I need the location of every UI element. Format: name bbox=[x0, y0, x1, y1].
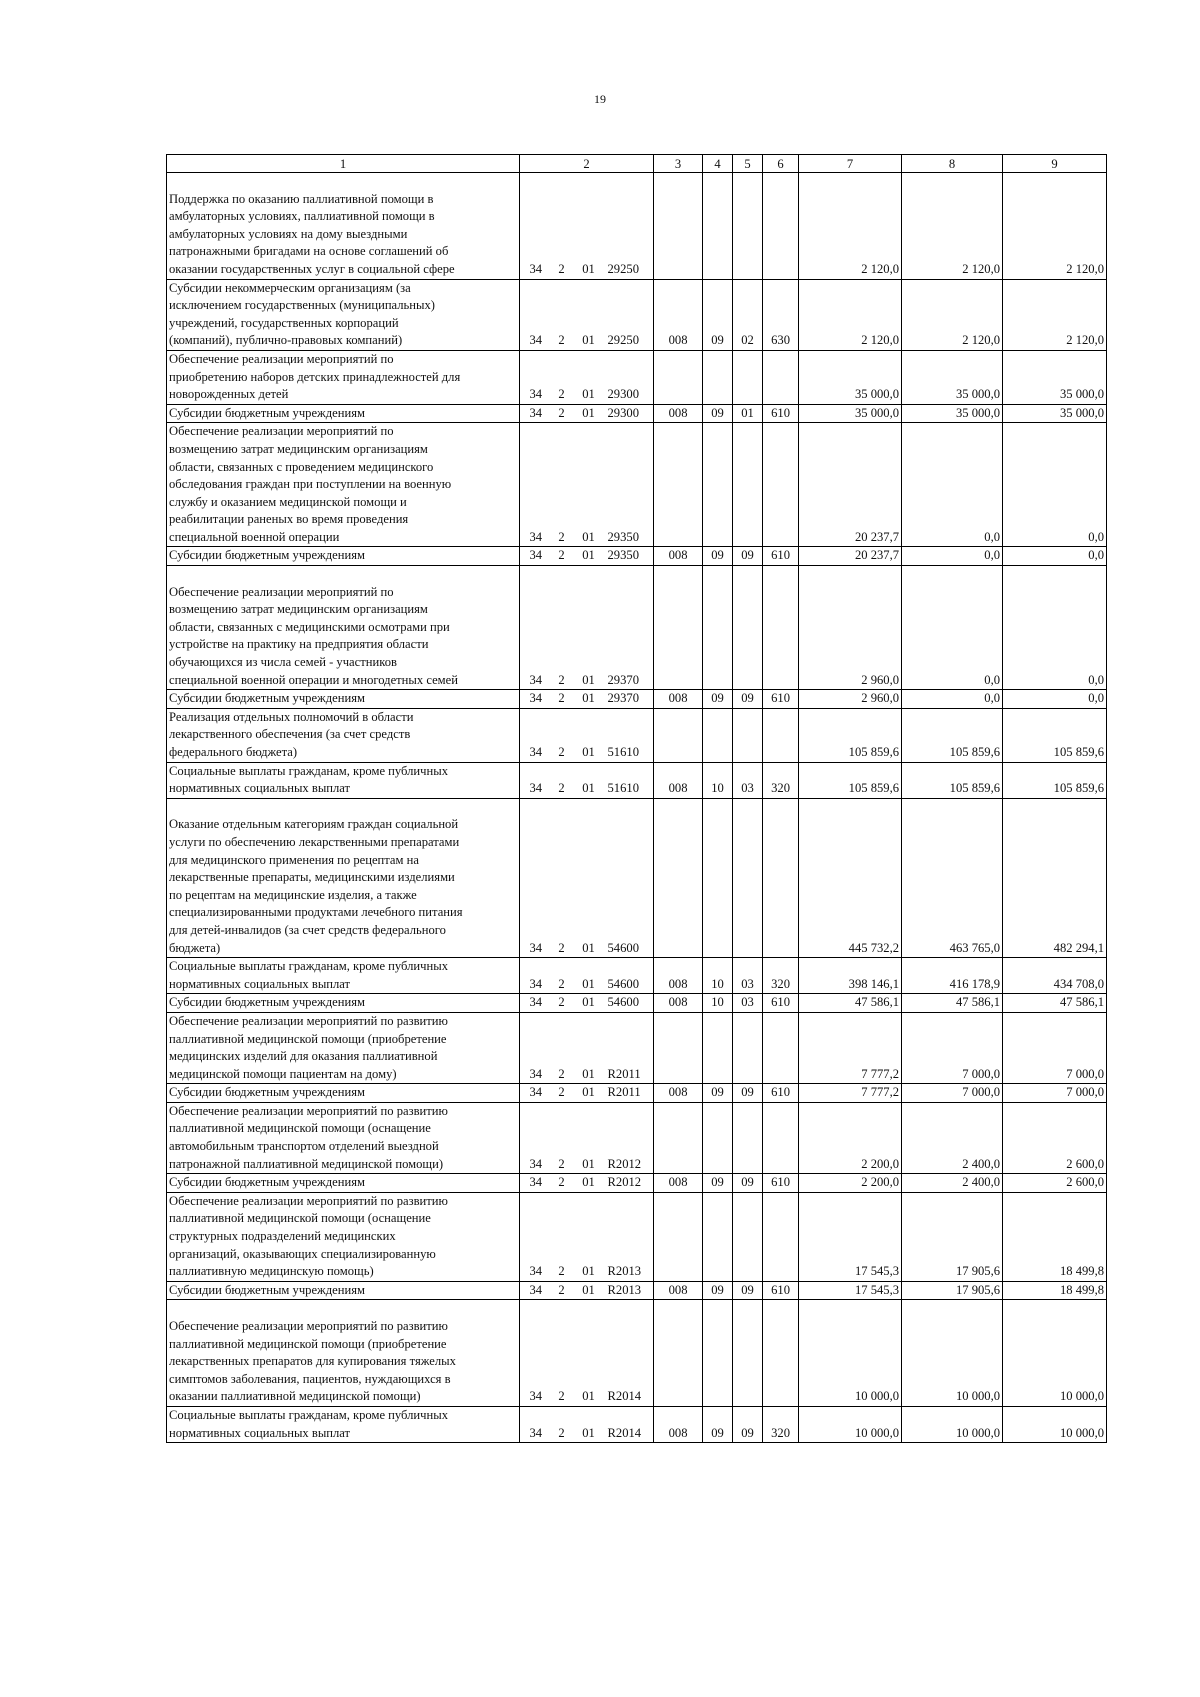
code-part-4: 51610 bbox=[606, 708, 654, 762]
col6-cell bbox=[763, 173, 799, 280]
col7-amount: 17 545,3 bbox=[799, 1192, 902, 1281]
col5-cell bbox=[733, 1300, 763, 1407]
code-part-2: 2 bbox=[552, 1300, 572, 1407]
code-part-1: 34 bbox=[520, 1192, 552, 1281]
col8-amount: 7 000,0 bbox=[902, 1012, 1003, 1083]
header-cell: 5 bbox=[733, 155, 763, 173]
code-part-4: R2014 bbox=[606, 1406, 654, 1442]
table-row bbox=[167, 1406, 1107, 1442]
col3-cell bbox=[654, 1102, 703, 1173]
code-part-1: 34 bbox=[520, 279, 552, 350]
row-description: Обеспечение реализации мероприятий по возмещению затрат медицинским организациям области, связанных с медицинскими осмотрами при устройстве на практику на предприятия области обучающихся из числа семей - участников специальной военной операции и многодетных семей bbox=[167, 566, 520, 690]
col3-cell: 008 bbox=[654, 1084, 703, 1103]
col7-amount: 2 960,0 bbox=[799, 690, 902, 709]
code-part-4: 54600 bbox=[606, 994, 654, 1013]
col7-amount: 398 146,1 bbox=[799, 958, 902, 994]
row-description: Реализация отдельных полномочий в области лекарственного обеспечения (за счет средств федерального бюджета) bbox=[167, 708, 520, 762]
col5-cell: 02 bbox=[733, 279, 763, 350]
col6-cell bbox=[763, 708, 799, 762]
col9-amount: 105 859,6 bbox=[1003, 708, 1107, 762]
code-part-1: 34 bbox=[520, 958, 552, 994]
table-row bbox=[167, 566, 1107, 690]
table-row bbox=[167, 798, 1107, 957]
code-part-2: 2 bbox=[552, 423, 572, 547]
code-part-4: 29350 bbox=[606, 547, 654, 566]
code-part-2: 2 bbox=[552, 404, 572, 423]
col3-cell: 008 bbox=[654, 994, 703, 1013]
code-part-2: 2 bbox=[552, 1102, 572, 1173]
col4-cell: 10 bbox=[703, 958, 733, 994]
code-part-4: 29250 bbox=[606, 279, 654, 350]
col7-amount: 445 732,2 bbox=[799, 798, 902, 957]
col7-amount: 20 237,7 bbox=[799, 547, 902, 566]
col8-amount: 35 000,0 bbox=[902, 350, 1003, 404]
col7-amount: 20 237,7 bbox=[799, 423, 902, 547]
table-row bbox=[167, 1102, 1107, 1173]
col3-cell: 008 bbox=[654, 1174, 703, 1193]
col7-amount: 10 000,0 bbox=[799, 1300, 902, 1407]
row-description: Социальные выплаты гражданам, кроме публичных нормативных социальных выплат bbox=[167, 762, 520, 798]
col6-cell bbox=[763, 566, 799, 690]
col6-cell bbox=[763, 1012, 799, 1083]
row-description: Субсидии некоммерческим организациям (за исключением государственных (муниципальных) учреждений, государственных корпораций (компаний), публично-правовых компаний) bbox=[167, 279, 520, 350]
code-part-3: 01 bbox=[572, 798, 606, 957]
col6-cell bbox=[763, 423, 799, 547]
col8-amount: 2 400,0 bbox=[902, 1102, 1003, 1173]
budget-table bbox=[166, 154, 1107, 1443]
col4-cell: 09 bbox=[703, 1281, 733, 1300]
code-part-2: 2 bbox=[552, 1174, 572, 1193]
col7-amount: 2 120,0 bbox=[799, 279, 902, 350]
col3-cell: 008 bbox=[654, 1281, 703, 1300]
code-part-3: 01 bbox=[572, 1192, 606, 1281]
col7-amount: 35 000,0 bbox=[799, 404, 902, 423]
code-part-3: 01 bbox=[572, 1084, 606, 1103]
code-part-4: R2012 bbox=[606, 1174, 654, 1193]
row-description: Обеспечение реализации мероприятий по развитию паллиативной медицинской помощи (приобретение медицинских изделий для оказания паллиативной медицинской помощи пациентам на дому) bbox=[167, 1012, 520, 1083]
col4-cell bbox=[703, 1192, 733, 1281]
col5-cell: 03 bbox=[733, 994, 763, 1013]
col6-cell bbox=[763, 798, 799, 957]
code-part-3: 01 bbox=[572, 1406, 606, 1442]
row-description: Субсидии бюджетным учреждениям bbox=[167, 547, 520, 566]
row-description: Обеспечение реализации мероприятий по развитию паллиативной медицинской помощи (оснащение автомобильным транспортом отделений выездной патронажной паллиативной медицинской помощи) bbox=[167, 1102, 520, 1173]
col9-amount: 7 000,0 bbox=[1003, 1012, 1107, 1083]
col4-cell: 09 bbox=[703, 279, 733, 350]
code-part-4: 29300 bbox=[606, 350, 654, 404]
code-part-3: 01 bbox=[572, 958, 606, 994]
code-part-4: 29350 bbox=[606, 423, 654, 547]
col7-amount: 2 120,0 bbox=[799, 173, 902, 280]
col7-amount: 7 777,2 bbox=[799, 1084, 902, 1103]
col4-cell: 09 bbox=[703, 1406, 733, 1442]
col6-cell: 320 bbox=[763, 958, 799, 994]
header-cell: 9 bbox=[1003, 155, 1107, 173]
row-description: Поддержка по оказанию паллиативной помощи в амбулаторных условиях, паллиативной помощи в амбулаторных условиях на дому выездными патронажными бригадами на основе соглашений об оказании государственных услуг в социальной сфере bbox=[167, 173, 520, 280]
code-part-2: 2 bbox=[552, 173, 572, 280]
code-part-3: 01 bbox=[572, 690, 606, 709]
code-part-4: 54600 bbox=[606, 958, 654, 994]
table-row bbox=[167, 1084, 1107, 1103]
code-part-3: 01 bbox=[572, 350, 606, 404]
row-description: Обеспечение реализации мероприятий по развитию паллиативной медицинской помощи (приобретение лекарственных препаратов для купирования тяжелых симптомов заболевания, пациентов, нуждающихся в оказании паллиативной медицинской помощи) bbox=[167, 1300, 520, 1407]
code-part-4: R2013 bbox=[606, 1192, 654, 1281]
code-part-4: 29300 bbox=[606, 404, 654, 423]
code-part-4: 51610 bbox=[606, 762, 654, 798]
code-part-2: 2 bbox=[552, 994, 572, 1013]
col8-amount: 17 905,6 bbox=[902, 1192, 1003, 1281]
col3-cell: 008 bbox=[654, 404, 703, 423]
col9-amount: 2 120,0 bbox=[1003, 173, 1107, 280]
col4-cell: 09 bbox=[703, 1084, 733, 1103]
col6-cell: 630 bbox=[763, 279, 799, 350]
col3-cell bbox=[654, 1192, 703, 1281]
col9-amount: 482 294,1 bbox=[1003, 798, 1107, 957]
col9-amount: 434 708,0 bbox=[1003, 958, 1107, 994]
col9-amount: 0,0 bbox=[1003, 566, 1107, 690]
col5-cell bbox=[733, 1102, 763, 1173]
col9-amount: 0,0 bbox=[1003, 690, 1107, 709]
code-part-3: 01 bbox=[572, 994, 606, 1013]
table-row bbox=[167, 350, 1107, 404]
code-part-1: 34 bbox=[520, 762, 552, 798]
code-part-2: 2 bbox=[552, 1012, 572, 1083]
code-part-4: R2012 bbox=[606, 1102, 654, 1173]
col3-cell bbox=[654, 173, 703, 280]
code-part-1: 34 bbox=[520, 690, 552, 709]
col9-amount: 2 600,0 bbox=[1003, 1102, 1107, 1173]
col5-cell: 09 bbox=[733, 1084, 763, 1103]
code-part-4: R2014 bbox=[606, 1300, 654, 1407]
col8-amount: 105 859,6 bbox=[902, 762, 1003, 798]
col4-cell bbox=[703, 1102, 733, 1173]
code-part-1: 34 bbox=[520, 404, 552, 423]
col3-cell: 008 bbox=[654, 690, 703, 709]
code-part-2: 2 bbox=[552, 690, 572, 709]
col4-cell bbox=[703, 423, 733, 547]
table-row bbox=[167, 547, 1107, 566]
col6-cell: 610 bbox=[763, 1281, 799, 1300]
col9-amount: 7 000,0 bbox=[1003, 1084, 1107, 1103]
col6-cell bbox=[763, 350, 799, 404]
code-part-3: 01 bbox=[572, 173, 606, 280]
col4-cell: 09 bbox=[703, 404, 733, 423]
code-part-3: 01 bbox=[572, 1281, 606, 1300]
row-description: Субсидии бюджетным учреждениям bbox=[167, 994, 520, 1013]
row-description: Субсидии бюджетным учреждениям bbox=[167, 1084, 520, 1103]
code-part-2: 2 bbox=[552, 1406, 572, 1442]
table-row bbox=[167, 404, 1107, 423]
col9-amount: 105 859,6 bbox=[1003, 762, 1107, 798]
code-part-1: 34 bbox=[520, 1281, 552, 1300]
col3-cell bbox=[654, 350, 703, 404]
code-part-1: 34 bbox=[520, 994, 552, 1013]
col8-amount: 0,0 bbox=[902, 547, 1003, 566]
col3-cell: 008 bbox=[654, 1406, 703, 1442]
col5-cell bbox=[733, 566, 763, 690]
table-row bbox=[167, 708, 1107, 762]
code-part-2: 2 bbox=[552, 798, 572, 957]
code-part-4: 29370 bbox=[606, 690, 654, 709]
code-part-2: 2 bbox=[552, 1192, 572, 1281]
row-description: Оказание отдельным категориям граждан социальной услуги по обеспечению лекарственными препаратами для медицинского применения по рецептам на лекарственные препараты, медицинскими изделиями по рецептам на медицинские изделия, а также специализированными продуктами лечебного питания для детей-инвалидов (за счет средств федерального бюджета) bbox=[167, 798, 520, 957]
page-number: 19 bbox=[594, 92, 606, 106]
col9-amount: 0,0 bbox=[1003, 547, 1107, 566]
header-cell: 1 bbox=[167, 155, 520, 173]
col3-cell bbox=[654, 798, 703, 957]
col3-cell bbox=[654, 1012, 703, 1083]
col7-amount: 35 000,0 bbox=[799, 350, 902, 404]
col5-cell: 09 bbox=[733, 547, 763, 566]
col3-cell bbox=[654, 1300, 703, 1407]
col7-amount: 105 859,6 bbox=[799, 708, 902, 762]
code-part-1: 34 bbox=[520, 1102, 552, 1173]
col8-amount: 0,0 bbox=[902, 566, 1003, 690]
table-row bbox=[167, 762, 1107, 798]
col5-cell bbox=[733, 798, 763, 957]
code-part-4: 29250 bbox=[606, 173, 654, 280]
col4-cell bbox=[703, 1300, 733, 1407]
code-part-3: 01 bbox=[572, 279, 606, 350]
code-part-1: 34 bbox=[520, 1300, 552, 1407]
row-description: Обеспечение реализации мероприятий по возмещению затрат медицинским организациям области, связанных с проведением медицинского обследования граждан при поступлении на военную службу и оказанием медицинской помощи и реабилитации раненых во время проведения специальной военной операции bbox=[167, 423, 520, 547]
code-part-3: 01 bbox=[572, 1300, 606, 1407]
col8-amount: 416 178,9 bbox=[902, 958, 1003, 994]
col7-amount: 10 000,0 bbox=[799, 1406, 902, 1442]
col6-cell: 610 bbox=[763, 994, 799, 1013]
col8-amount: 17 905,6 bbox=[902, 1281, 1003, 1300]
col5-cell bbox=[733, 1192, 763, 1281]
col5-cell bbox=[733, 350, 763, 404]
col4-cell: 09 bbox=[703, 690, 733, 709]
table-row bbox=[167, 1012, 1107, 1083]
col8-amount: 10 000,0 bbox=[902, 1406, 1003, 1442]
col5-cell: 03 bbox=[733, 762, 763, 798]
col3-cell: 008 bbox=[654, 958, 703, 994]
col7-amount: 7 777,2 bbox=[799, 1012, 902, 1083]
code-part-4: 54600 bbox=[606, 798, 654, 957]
row-description: Субсидии бюджетным учреждениям bbox=[167, 690, 520, 709]
col8-amount: 0,0 bbox=[902, 690, 1003, 709]
code-part-1: 34 bbox=[520, 566, 552, 690]
col6-cell: 610 bbox=[763, 690, 799, 709]
code-part-2: 2 bbox=[552, 350, 572, 404]
code-part-3: 01 bbox=[572, 1174, 606, 1193]
header-cell: 7 bbox=[799, 155, 902, 173]
col3-cell: 008 bbox=[654, 547, 703, 566]
table-row bbox=[167, 173, 1107, 280]
col7-amount: 17 545,3 bbox=[799, 1281, 902, 1300]
code-part-1: 34 bbox=[520, 1012, 552, 1083]
code-part-2: 2 bbox=[552, 566, 572, 690]
col3-cell: 008 bbox=[654, 762, 703, 798]
table-row bbox=[167, 690, 1107, 709]
col7-amount: 105 859,6 bbox=[799, 762, 902, 798]
col6-cell: 610 bbox=[763, 547, 799, 566]
col5-cell: 01 bbox=[733, 404, 763, 423]
code-part-4: 29370 bbox=[606, 566, 654, 690]
code-part-1: 34 bbox=[520, 1406, 552, 1442]
col7-amount: 2 200,0 bbox=[799, 1174, 902, 1193]
col8-amount: 35 000,0 bbox=[902, 404, 1003, 423]
col5-cell: 09 bbox=[733, 690, 763, 709]
col5-cell bbox=[733, 708, 763, 762]
header-cell: 3 bbox=[654, 155, 703, 173]
code-part-2: 2 bbox=[552, 1281, 572, 1300]
col6-cell bbox=[763, 1300, 799, 1407]
col6-cell: 320 bbox=[763, 1406, 799, 1442]
col5-cell bbox=[733, 173, 763, 280]
col3-cell bbox=[654, 423, 703, 547]
code-part-1: 34 bbox=[520, 423, 552, 547]
col4-cell bbox=[703, 350, 733, 404]
col9-amount: 18 499,8 bbox=[1003, 1192, 1107, 1281]
header-cell: 4 bbox=[703, 155, 733, 173]
col6-cell: 610 bbox=[763, 1174, 799, 1193]
col4-cell: 09 bbox=[703, 547, 733, 566]
header-cell: 8 bbox=[902, 155, 1003, 173]
col6-cell: 610 bbox=[763, 1084, 799, 1103]
col8-amount: 463 765,0 bbox=[902, 798, 1003, 957]
col9-amount: 18 499,8 bbox=[1003, 1281, 1107, 1300]
col9-amount: 2 120,0 bbox=[1003, 279, 1107, 350]
col8-amount: 2 400,0 bbox=[902, 1174, 1003, 1193]
code-part-1: 34 bbox=[520, 547, 552, 566]
table-row bbox=[167, 958, 1107, 994]
table-row bbox=[167, 279, 1107, 350]
col4-cell bbox=[703, 566, 733, 690]
col3-cell bbox=[654, 708, 703, 762]
col9-amount: 10 000,0 bbox=[1003, 1300, 1107, 1407]
col8-amount: 10 000,0 bbox=[902, 1300, 1003, 1407]
table-row bbox=[167, 994, 1107, 1013]
col5-cell bbox=[733, 423, 763, 547]
col5-cell: 09 bbox=[733, 1174, 763, 1193]
col4-cell bbox=[703, 708, 733, 762]
col6-cell bbox=[763, 1102, 799, 1173]
col7-amount: 47 586,1 bbox=[799, 994, 902, 1013]
col6-cell bbox=[763, 1192, 799, 1281]
code-part-3: 01 bbox=[572, 708, 606, 762]
header-cell: 2 bbox=[520, 155, 654, 173]
col9-amount: 47 586,1 bbox=[1003, 994, 1107, 1013]
code-part-1: 34 bbox=[520, 1084, 552, 1103]
code-part-2: 2 bbox=[552, 1084, 572, 1103]
code-part-2: 2 bbox=[552, 958, 572, 994]
code-part-1: 34 bbox=[520, 798, 552, 957]
row-description: Субсидии бюджетным учреждениям bbox=[167, 404, 520, 423]
table-row bbox=[167, 1281, 1107, 1300]
code-part-3: 01 bbox=[572, 423, 606, 547]
code-part-4: R2011 bbox=[606, 1084, 654, 1103]
table-row bbox=[167, 423, 1107, 547]
col3-cell: 008 bbox=[654, 279, 703, 350]
header-cell: 6 bbox=[763, 155, 799, 173]
code-part-3: 01 bbox=[572, 762, 606, 798]
col4-cell bbox=[703, 173, 733, 280]
col8-amount: 105 859,6 bbox=[902, 708, 1003, 762]
code-part-3: 01 bbox=[572, 404, 606, 423]
col9-amount: 10 000,0 bbox=[1003, 1406, 1107, 1442]
col4-cell bbox=[703, 1012, 733, 1083]
col9-amount: 2 600,0 bbox=[1003, 1174, 1107, 1193]
table-row bbox=[167, 1174, 1107, 1193]
table-header-row bbox=[167, 155, 1107, 173]
col6-cell: 320 bbox=[763, 762, 799, 798]
code-part-2: 2 bbox=[552, 547, 572, 566]
col9-amount: 35 000,0 bbox=[1003, 404, 1107, 423]
code-part-2: 2 bbox=[552, 762, 572, 798]
col4-cell bbox=[703, 798, 733, 957]
row-description: Социальные выплаты гражданам, кроме публичных нормативных социальных выплат bbox=[167, 1406, 520, 1442]
code-part-3: 01 bbox=[572, 1012, 606, 1083]
col5-cell: 09 bbox=[733, 1281, 763, 1300]
col9-amount: 0,0 bbox=[1003, 423, 1107, 547]
code-part-1: 34 bbox=[520, 1174, 552, 1193]
code-part-2: 2 bbox=[552, 708, 572, 762]
row-description: Субсидии бюджетным учреждениям bbox=[167, 1281, 520, 1300]
code-part-1: 34 bbox=[520, 350, 552, 404]
col8-amount: 0,0 bbox=[902, 423, 1003, 547]
col5-cell: 09 bbox=[733, 1406, 763, 1442]
code-part-2: 2 bbox=[552, 279, 572, 350]
col8-amount: 47 586,1 bbox=[902, 994, 1003, 1013]
col8-amount: 7 000,0 bbox=[902, 1084, 1003, 1103]
row-description: Обеспечение реализации мероприятий по приобретению наборов детских принадлежностей для новорожденных детей bbox=[167, 350, 520, 404]
table-row bbox=[167, 1300, 1107, 1407]
code-part-3: 01 bbox=[572, 566, 606, 690]
code-part-3: 01 bbox=[572, 547, 606, 566]
col3-cell bbox=[654, 566, 703, 690]
code-part-1: 34 bbox=[520, 708, 552, 762]
col4-cell: 10 bbox=[703, 762, 733, 798]
col4-cell: 09 bbox=[703, 1174, 733, 1193]
col8-amount: 2 120,0 bbox=[902, 173, 1003, 280]
col6-cell: 610 bbox=[763, 404, 799, 423]
code-part-1: 34 bbox=[520, 173, 552, 280]
row-description: Социальные выплаты гражданам, кроме публичных нормативных социальных выплат bbox=[167, 958, 520, 994]
col4-cell: 10 bbox=[703, 994, 733, 1013]
col5-cell bbox=[733, 1012, 763, 1083]
col5-cell: 03 bbox=[733, 958, 763, 994]
col7-amount: 2 960,0 bbox=[799, 566, 902, 690]
table-row bbox=[167, 1192, 1107, 1281]
col7-amount: 2 200,0 bbox=[799, 1102, 902, 1173]
code-part-4: R2013 bbox=[606, 1281, 654, 1300]
code-part-3: 01 bbox=[572, 1102, 606, 1173]
row-description: Субсидии бюджетным учреждениям bbox=[167, 1174, 520, 1193]
row-description: Обеспечение реализации мероприятий по развитию паллиативной медицинской помощи (оснащение структурных подразделений медицинских организаций, оказывающих специализированную паллиативную медицинскую помощь) bbox=[167, 1192, 520, 1281]
col9-amount: 35 000,0 bbox=[1003, 350, 1107, 404]
code-part-4: R2011 bbox=[606, 1012, 654, 1083]
col8-amount: 2 120,0 bbox=[902, 279, 1003, 350]
